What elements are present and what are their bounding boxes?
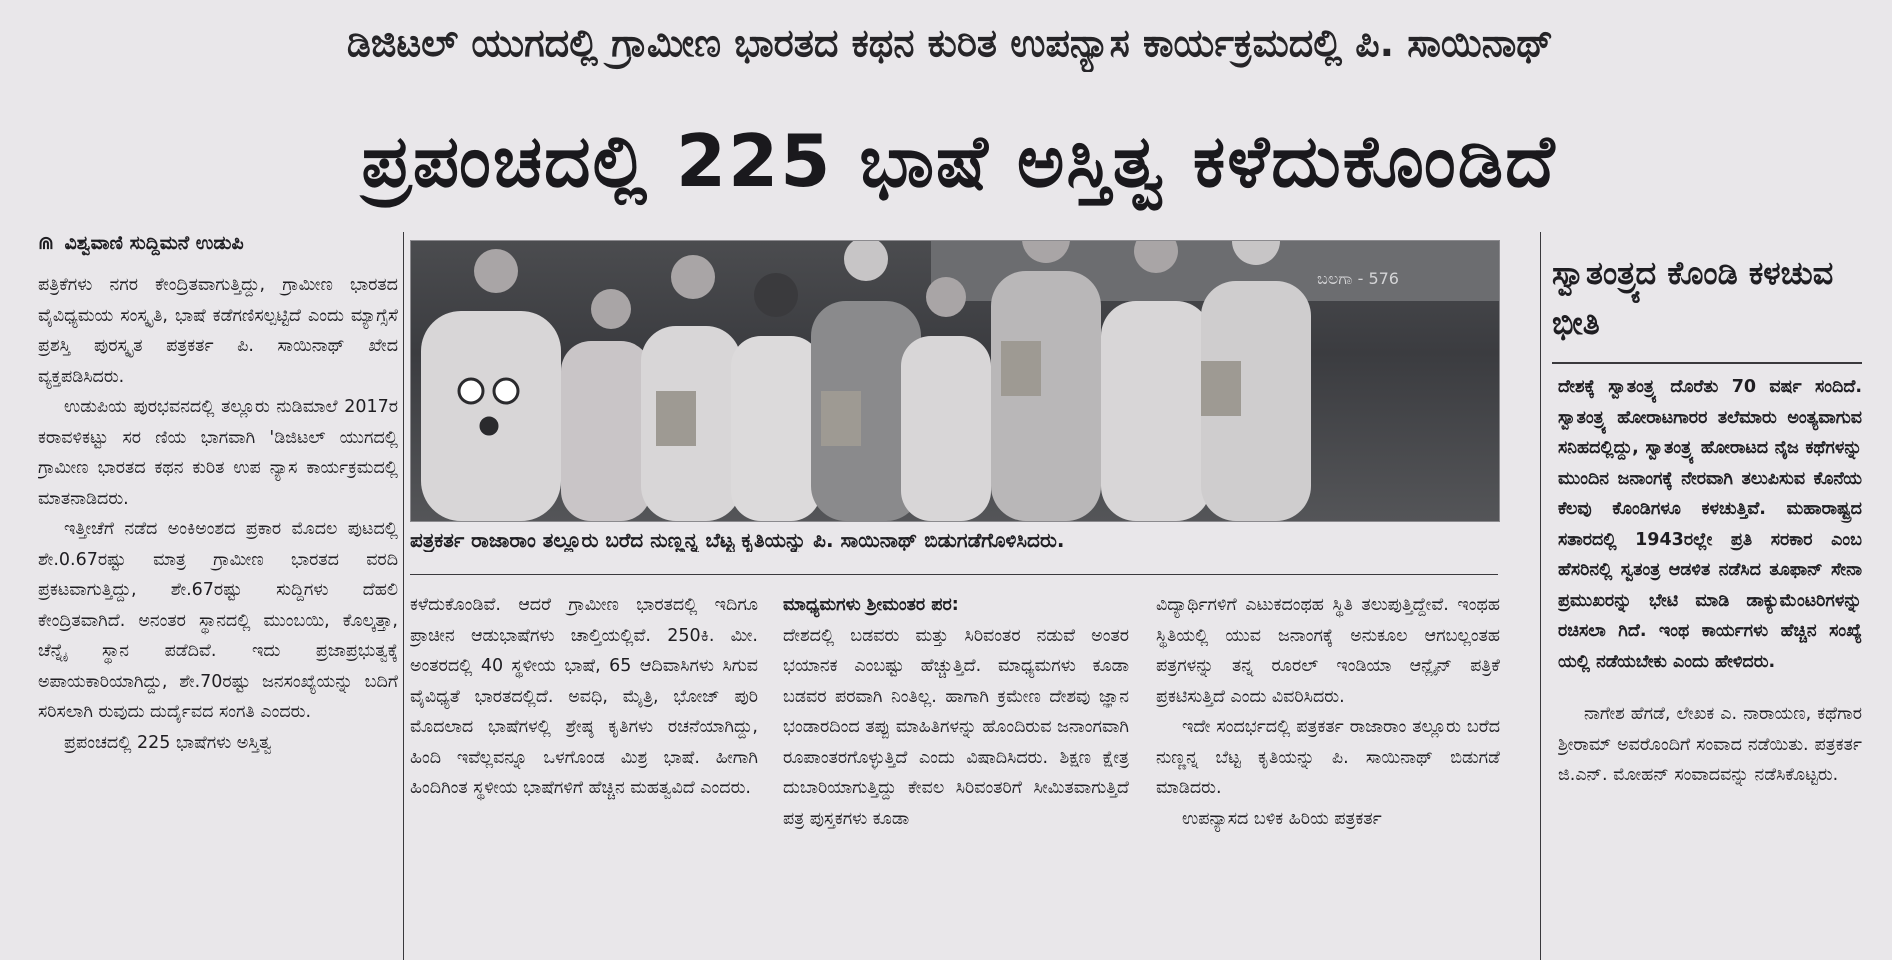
- paragraph: ಉಪನ್ಯಾಸದ ಬಳಿಕ ಹಿರಿಯ ಪತ್ರಕರ್ತ: [1182, 808, 1382, 829]
- paragraph: ಪತ್ರಿಕೆಗಳು ನಗರ ಕೇಂದ್ರಿತವಾಗುತ್ತಿದ್ದು, ಗ್ರಾಮೀಣ ಭಾರತದ ವೈವಿಧ್ಯಮಯ ಸಂಸ್ಕೃತಿ, ಭಾಷೆ ಕಡೆಗಣಿಸಲ್ಪಟ್ಟಿದೆ ಎಂದು ಮ್ಯಾಗ್ಸೆಸೆ ಪ್ರಶಸ್ತಿ ಪುರಸ್ಕೃತ ಪತ್ರಕರ್ತ ಪಿ. ಸಾಯಿನಾಥ್ ಖೇದ ವ್ಯಕ್ತಪಡಿಸಿದರು.: [38, 275, 398, 387]
- paragraph: ಪ್ರಪಂಚದಲ್ಲಿ 225 ಭಾಷೆಗಳು ಅಸ್ತಿತ್ವ: [64, 732, 272, 753]
- feed-icon: ⋒: [38, 232, 54, 254]
- photo-caption: ಪತ್ರಕರ್ತ ರಾಜಾರಾಂ ತಲ್ಲೂರು ಬರೆದ ನುಣ್ಣನ್ನ ಬೆಟ್ಟ ಕೃತಿಯನ್ನು ಪಿ. ಸಾಯಿನಾಥ್ ಬಿಡುಗಡೆಗೊಳಿಸಿದರು.: [410, 528, 1065, 552]
- sidebar-divider: [1552, 362, 1862, 364]
- event-photo: [410, 240, 1500, 522]
- caption-divider: [410, 574, 1498, 575]
- byline-text: ವಿಶ್ವವಾಣಿ ಸುದ್ದಿಮನೆ ಉಡುಪಿ: [64, 232, 244, 254]
- paragraph: ವಿದ್ಯಾರ್ಥಿಗಳಿಗೆ ಎಟುಕದಂಥಹ ಸ್ಥಿತಿ ತಲುಪುತ್ತಿದ್ದೇವೆ. ಇಂಥಹ ಸ್ಥಿತಿಯಲ್ಲಿ ಯುವ ಜನಾಂಗಕ್ಕೆ ಅನುಕೂಲ ಆಗಬಲ್ಲಂತಹ ಪತ್ರಗಳನ್ನು ತನ್ನ ರೂರಲ್ ಇಂಡಿಯಾ ಆನ್ಲೈನ್ ಪತ್ರಿಕೆ ಪ್ರಕಟಿಸುತ್ತಿದೆ ಎಂದು ವಿವರಿಸಿದರು.: [1156, 595, 1500, 707]
- photo-banner-text: ಬಲಗಾ - 576: [1317, 269, 1399, 288]
- paragraph: ನಾಗೇಶ ಹೆಗಡೆ, ಲೇಖಕ ಎ. ನಾರಾಯಣ, ಕಥೆಗಾರ ಶ್ರೀರಾಮ್ ಅವರೊಂದಿಗೆ ಸಂವಾದ ನಡೆಯಿತು. ಪತ್ರಕರ್ತ ಜಿ.ಎನ್. ಮೋಹನ್ ಸಂವಾದವನ್ನು ನಡೆಸಿಕೊಟ್ಟರು.: [1558, 704, 1862, 785]
- article-column-1: [38, 270, 398, 960]
- sidebar-title: ಸ್ವಾತಂತ್ರ್ಯದ ಕೊಂಡಿ ಕಳಚುವ ಭೀತಿ: [1552, 254, 1834, 342]
- article-subheadline: ಡಿಜಿಟಲ್ ಯುಗದಲ್ಲಿ ಗ್ರಾಮೀಣ ಭಾರತದ ಕಥನ ಕುರಿತ ಉಪನ್ಯಾಸ ಕಾರ್ಯಕ್ರಮದಲ್ಲಿ ಪಿ. ಸಾಯಿನಾಥ್: [346, 21, 1554, 65]
- article-column-3: [783, 590, 1129, 960]
- sidebar-column: [1558, 372, 1862, 960]
- photo-people-illustration: [411, 241, 1499, 521]
- article-byline: [38, 232, 408, 254]
- paragraph: ದೇಶಕ್ಕೆ ಸ್ವಾತಂತ್ರ್ಯ ದೊರೆತು 70 ವರ್ಷ ಸಂದಿದೆ. ಸ್ವಾತಂತ್ರ್ಯ ಹೋರಾಟಗಾರರ ತಲೆಮಾರು ಅಂತ್ಯವಾಗುವ ಸನಿಹದಲ್ಲಿದ್ದು, ಸ್ವಾತಂತ್ರ್ಯ ಹೋರಾಟದ ನೈಜ ಕಥೆಗಳನ್ನು ಮುಂದಿನ ಜನಾಂಗಕ್ಕೆ ನೇರವಾಗಿ ತಲುಪಿಸುವ ಕೊನೆಯ ಕೆಲವು ಕೊಂಡಿಗಳೂ ಕಳಚುತ್ತಿವೆ. ಮಹಾರಾಷ್ಟ್ರದ ಸತಾರದಲ್ಲಿ 1943ರಲ್ಲೇ ಪ್ರತಿ ಸರಕಾರ ಎಂಬ ಹೆಸರಿನಲ್ಲಿ ಸ್ವತಂತ್ರ ಆಡಳಿತ ನಡೆಸಿದ ತೂಫಾನ್ ಸೇನಾ ಪ್ರಮುಖರನ್ನು ಭೇಟಿ ಮಾಡಿ ಡಾಕ್ಯುಮೆಂಟರಿಗಳನ್ನು ರಚಿಸಲಾ ಗಿದೆ. ಇಂಥ ಕಾರ್ಯಗಳು ಹೆಚ್ಚಿನ ಸಂಖ್ಯೆ ಯಲ್ಲಿ ನಡೆಯಬೇಕು ಎಂದು ಹೇಳಿದರು.: [1558, 377, 1862, 672]
- article-headline: ಪ್ರಪಂಚದಲ್ಲಿ 225 ಭಾಷೆ ಅಸ್ತಿತ್ವ ಕಳೆದುಕೊಂಡಿದೆ: [361, 119, 1557, 203]
- paragraph: ಇತ್ತೀಚೆಗೆ ನಡೆದ ಅಂಕಿಅಂಶದ ಪ್ರಕಾರ ಮೊದಲ ಪುಟದಲ್ಲಿ ಶೇ.0.67ರಷ್ಟು ಮಾತ್ರ ಗ್ರಾಮೀಣ ಭಾರತದ ವರದಿ ಪ್ರಕಟವಾಗುತ್ತಿದ್ದು, ಶೇ.67ರಷ್ಟು ಸುದ್ದಿಗಳು ದೆಹಲಿ ಕೇಂದ್ರಿತವಾಗಿದೆ. ಅನಂತರ ಸ್ಥಾನದಲ್ಲಿ ಮುಂಬಯಿ, ಕೊಲ್ಕತ್ತಾ, ಚೆನ್ನೈ ಸ್ಥಾನ ಪಡೆದಿವೆ. ಇದು ಪ್ರಜಾಪ್ರಭುತ್ವಕ್ಕೆ ಅಪಾಯಕಾರಿಯಾಗಿದ್ದು, ಶೇ.70ರಷ್ಟು ಜನಸಂಖ್ಯೆಯನ್ನು ಬದಿಗೆ ಸರಿಸಲಾಗಿ ರುವುದು ದುರ್ದೈವದ ಸಂಗತಿ ಎಂದರು.: [38, 519, 398, 722]
- column-divider: [403, 232, 404, 960]
- paragraph: ಇದೇ ಸಂದರ್ಭದಲ್ಲಿ ಪತ್ರಕರ್ತ ರಾಜಾರಾಂ ತಲ್ಲೂರು ಬರೆದ ನುಣ್ಣನ್ನ ಬೆಟ್ಟ ಕೃತಿಯನ್ನು ಪಿ. ಸಾಯಿನಾಥ್ ಬಿಡುಗಡೆ ಮಾಡಿದರು.: [1156, 717, 1500, 798]
- column-subheading: ಮಾಧ್ಯಮಗಳು ಶ್ರೀಮಂತರ ಪರ:: [783, 595, 959, 615]
- paragraph: ಉಡುಪಿಯ ಪುರಭವನದಲ್ಲಿ ತಲ್ಲೂರು ನುಡಿಮಾಲೆ 2017ರ ಕರಾವಳಿಕಟ್ಟು ಸರ ಣಿಯ ಭಾಗವಾಗಿ 'ಡಿಜಿಟಲ್ ಯುಗದಲ್ಲಿ ಗ್ರಾಮೀಣ ಭಾರತದ ಕಥನ ಕುರಿತ ಉಪ ನ್ಯಾಸ ಕಾರ್ಯಕ್ರಮದಲ್ಲಿ ಮಾತನಾಡಿದರು.: [38, 397, 398, 509]
- column-divider: [1540, 232, 1541, 960]
- article-column-4: [1156, 590, 1500, 960]
- article-column-2: [410, 590, 758, 960]
- paragraph: ದೇಶದಲ್ಲಿ ಬಡವರು ಮತ್ತು ಸಿರಿವಂತರ ನಡುವೆ ಅಂತರ ಭಯಾನಕ ಎಂಬಷ್ಟು ಹೆಚ್ಚುತ್ತಿದೆ. ಮಾಧ್ಯಮಗಳು ಕೂಡಾ ಬಡವರ ಪರವಾಗಿ ನಿಂತಿಲ್ಲ. ಹಾಗಾಗಿ ಕ್ರಮೇಣ ದೇಶವು ಜ್ಞಾನ ಭಂಡಾರದಿಂದ ತಪ್ಪು ಮಾಹಿತಿಗಳನ್ನು ಹೊಂದಿರುವ ಜನಾಂಗವಾಗಿ ರೂಪಾಂತರಗೊಳ್ಳುತ್ತಿದೆ ಎಂದು ವಿಷಾದಿಸಿದರು. ಶಿಕ್ಷಣ ಕ್ಷೇತ್ರ ದುಬಾರಿಯಾಗುತ್ತಿದ್ದು ಕೇವಲ ಸಿರಿವಂತರಿಗೆ ಸೀಮಿತವಾಗುತ್ತಿದೆ ಪತ್ರ ಪುಸ್ತಕಗಳು ಕೂಡಾ: [783, 625, 1129, 829]
- paragraph: ಕಳೆದುಕೊಂಡಿವೆ. ಆದರೆ ಗ್ರಾಮೀಣ ಭಾರತದಲ್ಲಿ ಇದಿಗೂ ಪ್ರಾಚೀನ ಆಡುಭಾಷೆಗಳು ಚಾಲ್ತಿಯಲ್ಲಿವೆ. 250ಕಿ. ಮೀ. ಅಂತರದಲ್ಲಿ 40 ಸ್ಥಳೀಯ ಭಾಷೆ, 65 ಆದಿವಾಸಿಗಳು ಸಿಗುವ ವೈವಿಧ್ಯತೆ ಭಾರತದಲ್ಲಿದೆ. ಅವಧಿ, ಮೈತ್ರಿ, ಭೋಜ್ ಪುರಿ ಮೊದಲಾದ ಭಾಷೆಗಳಲ್ಲಿ ಶ್ರೇಷ್ಠ ಕೃತಿಗಳು ರಚನೆಯಾಗಿದ್ದು, ಹಿಂದಿ ಇವೆಲ್ಲವನ್ನೂ ಒಳಗೊಂಡ ಮಿಶ್ರ ಭಾಷೆ. ಹೀಗಾಗಿ ಹಿಂದಿಗಿಂತ ಸ್ಥಳೀಯ ಭಾಷೆಗಳಿಗೆ ಹೆಚ್ಚಿನ ಮಹತ್ವವಿದೆ ಎಂದರು.: [410, 595, 758, 798]
